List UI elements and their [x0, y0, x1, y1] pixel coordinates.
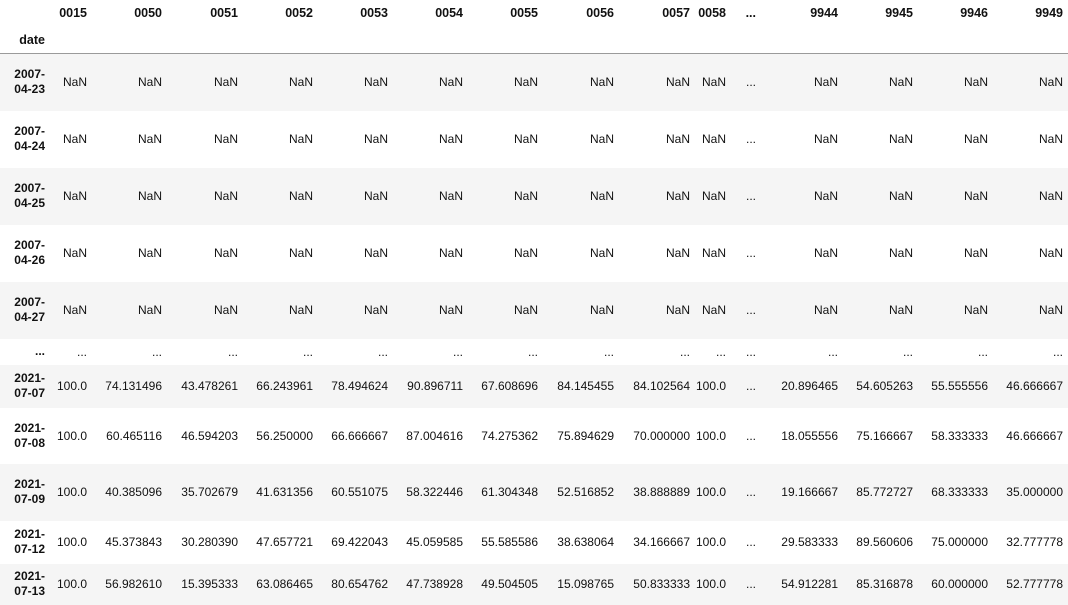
table-cell: 67.608696: [481, 379, 538, 393]
table-cell: 75.166667: [856, 428, 913, 443]
table-cell: 80.654762: [331, 577, 388, 591]
table-cell: 20.896465: [781, 379, 838, 393]
table-cell: 74.275362: [481, 428, 538, 443]
table-cell: NaN: [213, 132, 238, 146]
table-cell-ellipsis: ...: [745, 535, 756, 549]
table-cell: NaN: [813, 303, 838, 317]
row-index-cell: [0, 282, 50, 339]
table-cell: 45.373843: [105, 535, 162, 549]
table-cell: ...: [527, 344, 538, 359]
table-cell: NaN: [888, 132, 913, 146]
table-cell: NaN: [288, 246, 313, 260]
table-cell: ...: [227, 344, 238, 359]
row-index-cell: [0, 225, 50, 282]
table-cell: NaN: [363, 303, 388, 317]
column-header: 0054: [435, 6, 463, 20]
table-cell: NaN: [438, 132, 463, 146]
table-cell: ...: [1052, 344, 1063, 359]
column-header-row: [0, 0, 1068, 26]
table-cell: NaN: [963, 246, 988, 260]
table-cell: 50.833333: [633, 577, 690, 591]
table-cell: 69.422043: [331, 535, 388, 549]
table-cell: NaN: [363, 189, 388, 203]
table-cell: NaN: [363, 246, 388, 260]
table-cell: 60.551075: [331, 485, 388, 499]
column-header: 0056: [586, 6, 614, 20]
table-cell: NaN: [438, 189, 463, 203]
column-header-ellipsis: ...: [745, 6, 756, 20]
table-cell: NaN: [288, 189, 313, 203]
table-cell: 52.777778: [1006, 577, 1063, 591]
table-cell-ellipsis: ...: [745, 75, 756, 90]
table-cell: 43.478261: [181, 379, 238, 393]
table-cell: NaN: [701, 303, 726, 317]
table-cell: 66.666667: [331, 428, 388, 443]
row-index-label: 2007-04-24: [14, 124, 45, 153]
table-cell-ellipsis: ...: [745, 379, 756, 393]
table-cell: NaN: [1038, 303, 1063, 317]
table-cell: 100.0: [695, 485, 726, 499]
row-index-cell: [0, 408, 50, 464]
table-row: [0, 521, 1068, 564]
table-cell: NaN: [288, 303, 313, 317]
table-cell: 30.280390: [181, 535, 238, 549]
table-cell: 100.0: [56, 379, 87, 393]
column-header: 0057: [662, 6, 690, 20]
table-cell: 60.465116: [106, 428, 162, 443]
table-cell: 56.250000: [256, 428, 313, 443]
table-cell: NaN: [62, 189, 87, 203]
table-row: [0, 564, 1068, 605]
table-cell: NaN: [963, 189, 988, 203]
table-cell: 75.894629: [557, 428, 614, 443]
row-index-label: 2021-07-08: [14, 420, 45, 450]
table-cell: 100.0: [56, 485, 87, 499]
row-index-label: 2021-07-12: [14, 527, 45, 556]
table-cell: NaN: [888, 189, 913, 203]
table-cell: NaN: [665, 75, 690, 90]
table-cell: NaN: [213, 246, 238, 260]
table-cell: NaN: [137, 189, 162, 203]
table-row: [0, 464, 1068, 521]
table-row: [0, 365, 1068, 408]
table-cell: 40.385096: [105, 485, 162, 499]
table-cell: 70.000000: [633, 428, 690, 443]
table-cell: NaN: [888, 246, 913, 260]
table-cell: NaN: [589, 246, 614, 260]
table-cell: ...: [977, 344, 988, 359]
row-index-cell: [0, 168, 50, 225]
table-cell: 47.738928: [406, 577, 463, 591]
table-cell: NaN: [1038, 75, 1063, 90]
table-cell: 100.0: [695, 535, 726, 549]
row-index-cell: [0, 365, 50, 408]
table-cell: NaN: [1038, 132, 1063, 146]
column-header: 0052: [285, 6, 313, 20]
table-cell: NaN: [513, 132, 538, 146]
table-cell: ...: [715, 344, 726, 359]
table-cell: 15.395333: [181, 577, 238, 591]
table-cell: 100.0: [695, 428, 726, 443]
table-cell: 63.086465: [256, 577, 313, 591]
table-cell: ...: [603, 344, 614, 359]
table-cell: ...: [76, 344, 87, 359]
table-cell-ellipsis: ...: [745, 132, 756, 146]
row-index-cell: [0, 464, 50, 521]
table-cell: 19.166667: [781, 485, 838, 499]
table-cell: ...: [902, 344, 913, 359]
table-cell: 46.666667: [1006, 428, 1063, 443]
table-cell: NaN: [137, 246, 162, 260]
column-header: 0055: [510, 6, 538, 20]
index-header-blank: [0, 0, 50, 26]
row-index-label: 2007-04-23: [14, 67, 45, 97]
row-index-label: 2007-04-25: [14, 181, 45, 210]
table-cell: 58.322446: [406, 485, 463, 499]
table-cell: NaN: [813, 132, 838, 146]
table-cell: 34.166667: [633, 535, 690, 549]
table-cell: NaN: [513, 303, 538, 317]
table-cell: NaN: [288, 132, 313, 146]
column-header: 9946: [960, 6, 988, 20]
table-cell: ...: [452, 344, 463, 359]
table-cell: NaN: [813, 189, 838, 203]
table-cell: NaN: [513, 246, 538, 260]
table-cell: NaN: [888, 75, 913, 90]
row-index-cell: [0, 339, 50, 365]
table-cell: 100.0: [695, 379, 726, 393]
table-row-ellipsis: [0, 339, 1068, 365]
column-header: 9949: [1035, 6, 1063, 20]
table-cell: 54.912281: [781, 577, 838, 591]
table-cell: 32.777778: [1006, 535, 1063, 549]
table-cell: NaN: [589, 303, 614, 317]
table-cell: 87.004616: [406, 428, 463, 443]
table-cell: 52.516852: [557, 485, 614, 499]
table-row: [0, 408, 1068, 464]
table-cell: 18.055556: [781, 428, 838, 443]
table-cell: NaN: [1038, 189, 1063, 203]
table-cell: 100.0: [56, 428, 87, 443]
table-cell: NaN: [589, 189, 614, 203]
row-index-label: 2021-07-13: [14, 569, 45, 598]
table-cell-ellipsis: ...: [745, 189, 756, 203]
row-index-cell: [0, 564, 50, 605]
table-cell: 56.982610: [105, 577, 162, 591]
table-cell: ...: [827, 344, 838, 359]
table-cell: 61.304348: [481, 485, 538, 499]
table-cell: 29.583333: [781, 535, 838, 549]
table-cell: 46.666667: [1006, 379, 1063, 393]
table-cell: NaN: [363, 75, 388, 90]
table-cell: NaN: [62, 303, 87, 317]
table-cell: 55.585586: [481, 535, 538, 549]
table-cell: 100.0: [695, 577, 726, 591]
table-cell: NaN: [665, 189, 690, 203]
table-cell-ellipsis: ...: [745, 344, 756, 359]
table-cell: NaN: [665, 132, 690, 146]
table-cell: NaN: [701, 189, 726, 203]
table-cell: NaN: [288, 75, 313, 90]
column-header: 0058: [698, 6, 726, 20]
row-index-label: 2007-04-26: [14, 238, 45, 267]
table-cell: NaN: [701, 75, 726, 90]
table-cell: 74.131496: [105, 379, 162, 393]
table-cell: 84.145455: [557, 379, 614, 393]
table-cell: 35.000000: [1006, 485, 1063, 499]
table-cell: 38.638064: [557, 535, 614, 549]
table-cell: NaN: [813, 246, 838, 260]
table-cell: NaN: [701, 132, 726, 146]
table-cell: NaN: [213, 189, 238, 203]
table-row: [0, 282, 1068, 339]
row-index-label: 2007-04-27: [14, 295, 45, 324]
column-header: 9945: [885, 6, 913, 20]
table-cell: NaN: [813, 75, 838, 90]
table-cell: NaN: [665, 303, 690, 317]
table-cell: NaN: [137, 303, 162, 317]
table-cell: 85.772727: [856, 485, 913, 499]
table-cell: 100.0: [56, 535, 87, 549]
table-cell: 78.494624: [331, 379, 388, 393]
table-cell: 68.333333: [931, 485, 988, 499]
table-cell: 54.605263: [856, 379, 913, 393]
index-name-label: date: [0, 26, 50, 54]
table-cell: 41.631356: [256, 485, 313, 499]
table-cell: 75.000000: [931, 535, 988, 549]
table-cell: NaN: [213, 75, 238, 90]
table-cell: NaN: [438, 303, 463, 317]
table-cell: NaN: [963, 303, 988, 317]
column-header: 0050: [134, 6, 162, 20]
column-header: 9944: [810, 6, 838, 20]
table-cell: 47.657721: [256, 535, 313, 549]
table-cell: 38.888889: [633, 485, 690, 499]
table-cell: NaN: [62, 132, 87, 146]
table-cell: NaN: [963, 75, 988, 90]
table-cell: NaN: [438, 75, 463, 90]
table-cell: NaN: [513, 189, 538, 203]
table-cell-ellipsis: ...: [745, 428, 756, 443]
table-row: [0, 111, 1068, 168]
table-row: [0, 225, 1068, 282]
table-cell: NaN: [137, 75, 162, 90]
table-cell: NaN: [213, 303, 238, 317]
table-cell: 90.896711: [407, 379, 463, 393]
table-cell-ellipsis: ...: [745, 246, 756, 260]
table-cell-ellipsis: ...: [745, 577, 756, 591]
table-cell: NaN: [363, 132, 388, 146]
table-cell: NaN: [438, 246, 463, 260]
table-cell: NaN: [513, 75, 538, 90]
table-cell: 49.504505: [481, 577, 538, 591]
table-cell: 58.333333: [931, 428, 988, 443]
column-header: 0015: [59, 6, 87, 20]
row-index-cell: [0, 111, 50, 168]
table-cell: ...: [151, 344, 162, 359]
table-cell: NaN: [589, 75, 614, 90]
table-row: [0, 54, 1068, 111]
table-cell: ...: [679, 344, 690, 359]
table-cell: NaN: [1038, 246, 1063, 260]
table-cell: 46.594203: [181, 428, 238, 443]
table-cell: 84.102564: [633, 379, 690, 393]
row-index-label: 2021-07-09: [14, 477, 45, 506]
table-cell: NaN: [665, 246, 690, 260]
table-row: [0, 168, 1068, 225]
table-body: [0, 54, 1068, 605]
table-cell: 89.560606: [856, 535, 913, 549]
table-cell: 15.098765: [557, 577, 614, 591]
row-index-cell: [0, 521, 50, 564]
table-cell: 55.555556: [931, 379, 988, 393]
table-cell: NaN: [62, 246, 87, 260]
table-cell-ellipsis: ...: [745, 303, 756, 317]
table-cell: 35.702679: [181, 485, 238, 499]
row-index-label: ...: [34, 344, 45, 358]
table-cell: 100.0: [56, 577, 87, 591]
column-header: 0053: [360, 6, 388, 20]
table-cell: NaN: [589, 132, 614, 146]
table-cell: 60.000000: [931, 577, 988, 591]
table-cell: NaN: [963, 132, 988, 146]
table-cell-ellipsis: ...: [745, 485, 756, 499]
table-cell: NaN: [62, 75, 87, 90]
row-index-label: 2021-07-07: [14, 371, 45, 400]
table-cell: NaN: [701, 246, 726, 260]
table-cell: NaN: [888, 303, 913, 317]
table-cell: 45.059585: [406, 535, 463, 549]
table-cell: ...: [377, 344, 388, 359]
column-header: 0051: [210, 6, 238, 20]
table-cell: ...: [302, 344, 313, 359]
table-cell: NaN: [137, 132, 162, 146]
index-name-row: [0, 26, 1068, 54]
table-cell: 85.316878: [856, 577, 913, 591]
table-cell: 66.243961: [256, 379, 313, 393]
row-index-cell: [0, 54, 50, 111]
